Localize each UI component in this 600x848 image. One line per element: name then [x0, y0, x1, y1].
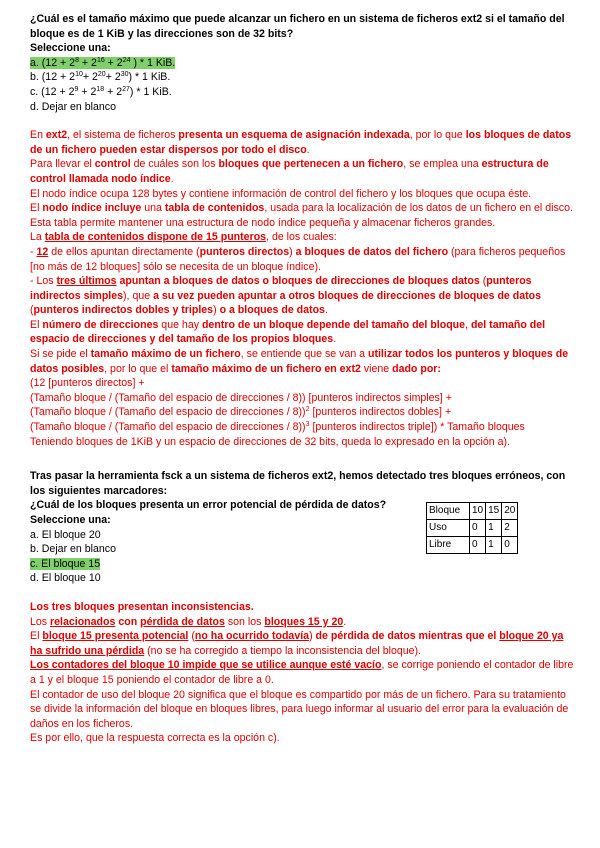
table-cell: 20	[502, 503, 518, 520]
q2-option-a[interactable]: a. El bloque 20	[30, 528, 101, 541]
q1-explanation	[30, 128, 578, 449]
document-page	[30, 12, 578, 746]
table-cell: 2	[502, 520, 518, 537]
exp1-paragraph-2: Para llevar el control de cuáles son los bloques que pertenecen a un fichero, se emplea una estructura de control llamada nodo índice.	[30, 158, 549, 185]
exp2-paragraph-3: El bloque 15 presenta potencial (no ha ocurrido todavía) de pérdida de datos mientras que el bloque 20 ya ha sufrido una pérdida (no se ha corregido a tiempo la inconsistencia del bloque).	[30, 630, 564, 657]
correct-answer-highlight: a. ($12 + 2^8 + 2^{16} + 2^{24}$ ) * 1 KiB.	[30, 56, 176, 69]
exp1-paragraph-8: El número de direcciones que hay dentro de un bloque depende del tamaño del bloque, del tamaño del espacio de direcciones y del tamaño de los propios bloques.	[30, 318, 546, 346]
exp2-paragraph-5: El contador de uso del bloque 20 significa que el bloque es compartido por más de un fichero. Para su tratamiento se divide la información del bloque en bloques libres, para luego informar al usuario del error para la evaluación de daños en los ficheros.	[30, 688, 569, 730]
exp2-paragraph-2: Los relacionados con pérdida de datos son los bloques 15 y 20.	[30, 615, 347, 628]
formula-conclusion: Teniendo bloques de 1KiB y un espacio de direcciones de 32 bits, queda lo expresado en la opción a).	[30, 435, 510, 448]
table-cell: 15	[486, 503, 502, 520]
q2-intro: Tras pasar la herramienta fsck a un sistema de ficheros ext2, hemos detectado tres bloques erróneos, con los siguientes marcadores:	[30, 470, 566, 497]
formula-line-3: (Tamaño bloque / (Tamaño del espacio de direcciones / 8))$^2$ [punteros indirectos dobles] +	[30, 406, 452, 419]
q1-option-d[interactable]: d. Dejar en blanco	[30, 100, 116, 113]
formula-line-1: (12 [punteros directos] +	[30, 377, 145, 390]
formula-line-2: (Tamaño bloque / (Tamaño del espacio de direcciones / 8)) [punteros indirectos simples] +	[30, 391, 452, 404]
table-cell: 1	[486, 537, 502, 554]
q2-question: ¿Cuál de los bloques presenta un error potencial de pérdida de datos?	[30, 499, 387, 512]
table-cell: 0	[470, 537, 486, 554]
table-header-row	[427, 503, 518, 520]
exp1-paragraph-7: - Los tres últimos apuntan a bloques de datos o bloques de direcciones de bloques datos (punteros indirectos simples), que a su vez pueden apuntar a otros bloques de direcciones de bloques de datos (punteros indirectos dobles y triples) o a bloques de datos.	[30, 275, 542, 317]
exp1-paragraph-5: La tabla de contenidos dispone de 15 punteros, de los cuales:	[30, 231, 337, 244]
table-cell: Bloque	[427, 503, 470, 520]
q2-option-c[interactable]	[30, 557, 578, 572]
exp1-paragraph-4: El nodo índice incluye una tabla de contenidos, usada para la localización de los datos de un fichero en el disco. Esta tabla permite mantener una estructura de nodo índice pequeña y almacenar ficheros grandes.	[30, 202, 573, 229]
table-row	[427, 520, 518, 537]
q2-explanation	[30, 600, 578, 746]
exp1-paragraph-1: En ext2, el sistema de ficheros presenta un esquema de asignación indexada, por lo que los bloques de datos de un fichero pueden estar dispersos por todo el disco.	[30, 129, 572, 156]
q2-block	[30, 469, 578, 586]
q1-question: ¿Cuál es el tamaño máximo que puede alcanzar un fichero en un sistema de ficheros ext2 si el tamaño del bloque es de 1 KiB y las direcciones son de 32 bits?	[30, 13, 565, 40]
q1-select-label: Seleccione una:	[30, 42, 111, 55]
table-cell: Uso	[427, 520, 470, 537]
exp2-paragraph-4: Los contadores del bloque 10 impide que se utilice aunque esté vacío, se corrige poniendo el contador de libre a 1 y el bloque 15 poniendo el contador de libre a 0.	[30, 659, 574, 686]
exp1-paragraph-6: - 12 de ellos apuntan directamente (punteros directos) a bloques de datos del fichero (para ficheros pequeños [no más de 12 bloques] sólo se necesita de un bloque índice).	[30, 245, 566, 273]
exp1-paragraph-9: Si se pide el tamaño máximo de un fichero, se entiende que se van a utilizar todos los punteros y bloques de datos posibles, por lo que el tamaño máximo de un fichero en ext2 viene dado por:	[30, 348, 569, 375]
exp2-paragraph-6: Es por ello, que la respuesta correcta es la opción c).	[30, 732, 280, 745]
q1-option-a[interactable]	[30, 56, 578, 71]
table-row	[427, 537, 518, 554]
table-cell: 1	[486, 520, 502, 537]
table-cell: 0	[470, 520, 486, 537]
formula-line-4: (Tamaño bloque / (Tamaño del espacio de direcciones / 8))$^3$ [punteros indirectos triple]) * Tamaño bloques	[30, 421, 525, 434]
markers-table	[426, 502, 518, 554]
exp2-paragraph-1: Los tres bloques presentan inconsistencias.	[30, 600, 254, 613]
table-cell: Libre	[427, 537, 470, 554]
q1-option-c[interactable]: c. $(12 + 2^9 + 2^{18} + 2^{27}) * 1$ KiB.	[30, 85, 172, 98]
table-cell: 0	[502, 537, 518, 554]
q2-option-b[interactable]: b. Dejar en blanco	[30, 543, 116, 556]
q1-option-b[interactable]: b. $(12 + 2^{10}+ 2^{20}+ 2^{30}) * 1$ KiB.	[30, 71, 171, 84]
correct-answer-highlight: c. El bloque 15	[30, 557, 101, 570]
exp1-paragraph-3: El nodo índice ocupa 128 bytes y contiene información de control del fichero y los bloques que ocupa éste.	[30, 187, 532, 200]
table-cell: 10	[470, 503, 486, 520]
q2-select-label: Seleccione una:	[30, 514, 111, 526]
q2-option-d[interactable]: d. El bloque 10	[30, 572, 101, 585]
